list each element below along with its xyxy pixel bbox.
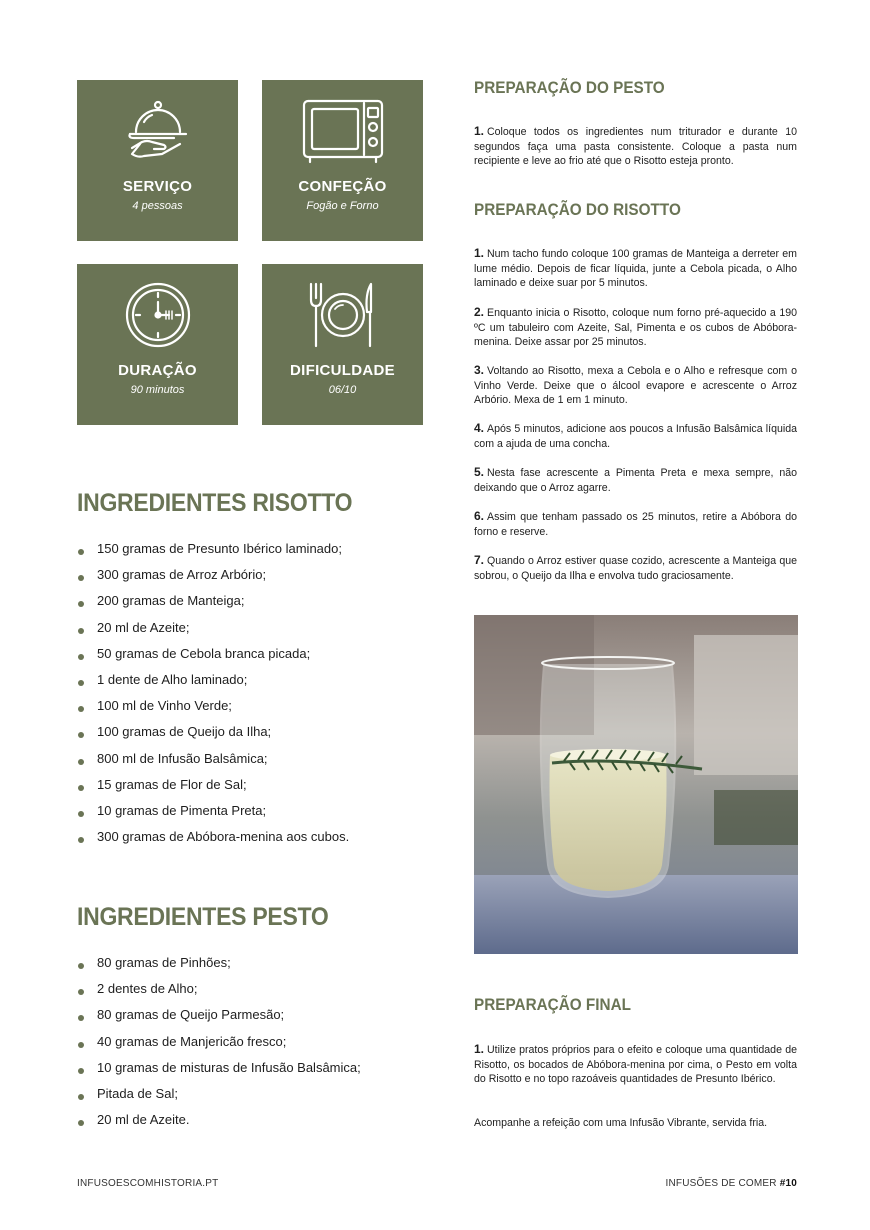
ingredient-item: 2 dentes de Alho; [77,979,361,1005]
step-text: Coloque todos os ingredientes num triturador e durante 10 segundos faça uma pasta consistente. Coloque a pasta num recipiente e leve ao frio até que o Risotto esteja pronto. [474,126,797,168]
ingredient-item: 20 ml de Azeite; [77,618,349,644]
step-text: Após 5 minutos, adicione aos poucos a Infusão Balsâmica líquida com a ajuda de uma concha. [474,423,797,450]
tile-subtitle: Fogão e Forno [306,200,379,212]
tile-title: CONFEÇÃO [298,178,387,195]
step-number: 7. [474,553,485,567]
step-number: 1. [474,246,485,260]
ingredient-item: 100 gramas de Queijo da Ilha; [77,722,349,748]
tile-servico [77,80,238,241]
ingredient-item: 15 gramas de Flor de Sal; [77,775,349,801]
plate-cutlery-icon [305,280,381,352]
tile-title: SERVIÇO [122,178,193,195]
preparacao-pesto-heading: PREPARAÇÃO DO PESTO [474,78,665,97]
step-text: Assim que tenham passado os 25 minutos, retire a Abóbora do forno e reserve. [474,511,797,538]
step-number: 3. [474,363,485,377]
ingredientes-pesto-list [77,953,361,1136]
ingredient-item: 200 gramas de Manteiga; [77,591,349,617]
step-number: 2. [474,305,485,319]
ingredientes-risotto-list [77,539,349,853]
ingredientes-pesto-heading: INGREDIENTES PESTO [77,903,329,931]
ingredient-item: 1 dente de Alho laminado; [77,670,349,696]
ingredient-item: 50 gramas de Cebola branca picada; [77,644,349,670]
risotto-step [474,509,797,539]
ingredient-item: 10 gramas de misturas de Infusão Balsâmica; [77,1058,361,1084]
ingredient-item: 80 gramas de Pinhões; [77,953,361,979]
ingredient-item: 80 gramas de Queijo Parmesão; [77,1005,361,1031]
step-text: Nesta fase acrescente a Pimenta Preta e mexa sempre, não deixando que o Arroz agarre. [474,467,797,494]
step-text: Utilize pratos próprios para o efeito e coloque uma quantidade de Risotto, os bocados de Abóbora-menina por cima, o Pesto em volta do Risotto e no topo razoáveis quantidades de Presunto Ibérico. [474,1044,797,1086]
ingredient-item: 300 gramas de Abóbora-menina aos cubos. [77,827,349,853]
final-step [474,1042,797,1087]
risotto-step [474,246,797,291]
final-closing: Acompanhe a refeição com uma Infusão Vibrante, servida fria. [474,1117,768,1129]
ingredient-item: 300 gramas de Arroz Arbório; [77,565,349,591]
ingredient-item: 10 gramas de Pimenta Preta; [77,801,349,827]
tile-title: DURAÇÃO [118,362,197,379]
step-number: 1. [474,1042,485,1056]
step-number: 6. [474,509,485,523]
preparacao-final-heading: PREPARAÇÃO FINAL [474,995,631,1014]
step-text: Voltando ao Risotto, mexa a Cebola e o Alho e refresque com o Vinho Verde. Deixe que o álcool evapore e acrescente o Arroz Arbório. Mexa de 1 em 1 minuto. [474,365,797,407]
step-text: Quando o Arroz estiver quase cozido, acrescente a Manteiga que sobrou, o Queijo da Ilha e envolva tudo graciosamente. [474,555,797,582]
risotto-step [474,305,797,350]
tile-confecao [262,80,423,241]
pesto-step [474,124,797,169]
risotto-step [474,465,797,495]
ingredientes-risotto-heading: INGREDIENTES RISOTTO [77,489,353,517]
tile-title: DIFICULDADE [290,362,395,379]
serving-cloche-icon [122,96,194,168]
footer-site: INFUSOESCOMHISTORIA.PT [77,1178,219,1189]
clock-icon [123,280,193,350]
step-text: Num tacho fundo coloque 100 gramas de Manteiga a derreter em lume médio. Depois de ficar líquida, junte a Cebola picada, o Alho laminado e deixe suar por 5 minutos. [474,248,797,290]
tile-subtitle: 4 pessoas [132,200,183,212]
step-text: Enquanto inicia o Risotto, coloque num forno pré-aquecido a 190 ºC um tabuleiro com Azeite, Sal, Pimenta e os cubos de Abóbora-menina. Deixe assar por 25 minutos. [474,307,797,349]
ingredient-item: 40 gramas de Manjericão fresco; [77,1032,361,1058]
microwave-oven-icon [301,96,385,166]
ingredient-item: 100 ml de Vinho Verde; [77,696,349,722]
step-number: 1. [474,124,485,138]
tile-dificuldade [262,264,423,425]
ingredient-item: 800 ml de Infusão Balsâmica; [77,749,349,775]
infusion-glass-photo [474,615,798,954]
risotto-step [474,363,797,408]
tile-subtitle: 06/10 [328,384,357,396]
ingredient-item: 150 gramas de Presunto Ibérico laminado; [77,539,349,565]
tile-subtitle: 90 minutos [130,384,185,396]
tile-duracao [77,264,238,425]
preparacao-risotto-heading: PREPARAÇÃO DO RISOTTO [474,200,681,219]
risotto-step [474,553,797,583]
ingredient-item: Pitada de Sal; [77,1084,361,1110]
ingredient-item: 20 ml de Azeite. [77,1110,361,1136]
footer-page-number: #10 [779,1178,797,1189]
risotto-step [474,421,797,451]
footer-section [666,1178,797,1189]
footer-section-label: INFUSÕES DE COMER [665,1178,777,1189]
step-number: 5. [474,465,485,479]
step-number: 4. [474,421,485,435]
